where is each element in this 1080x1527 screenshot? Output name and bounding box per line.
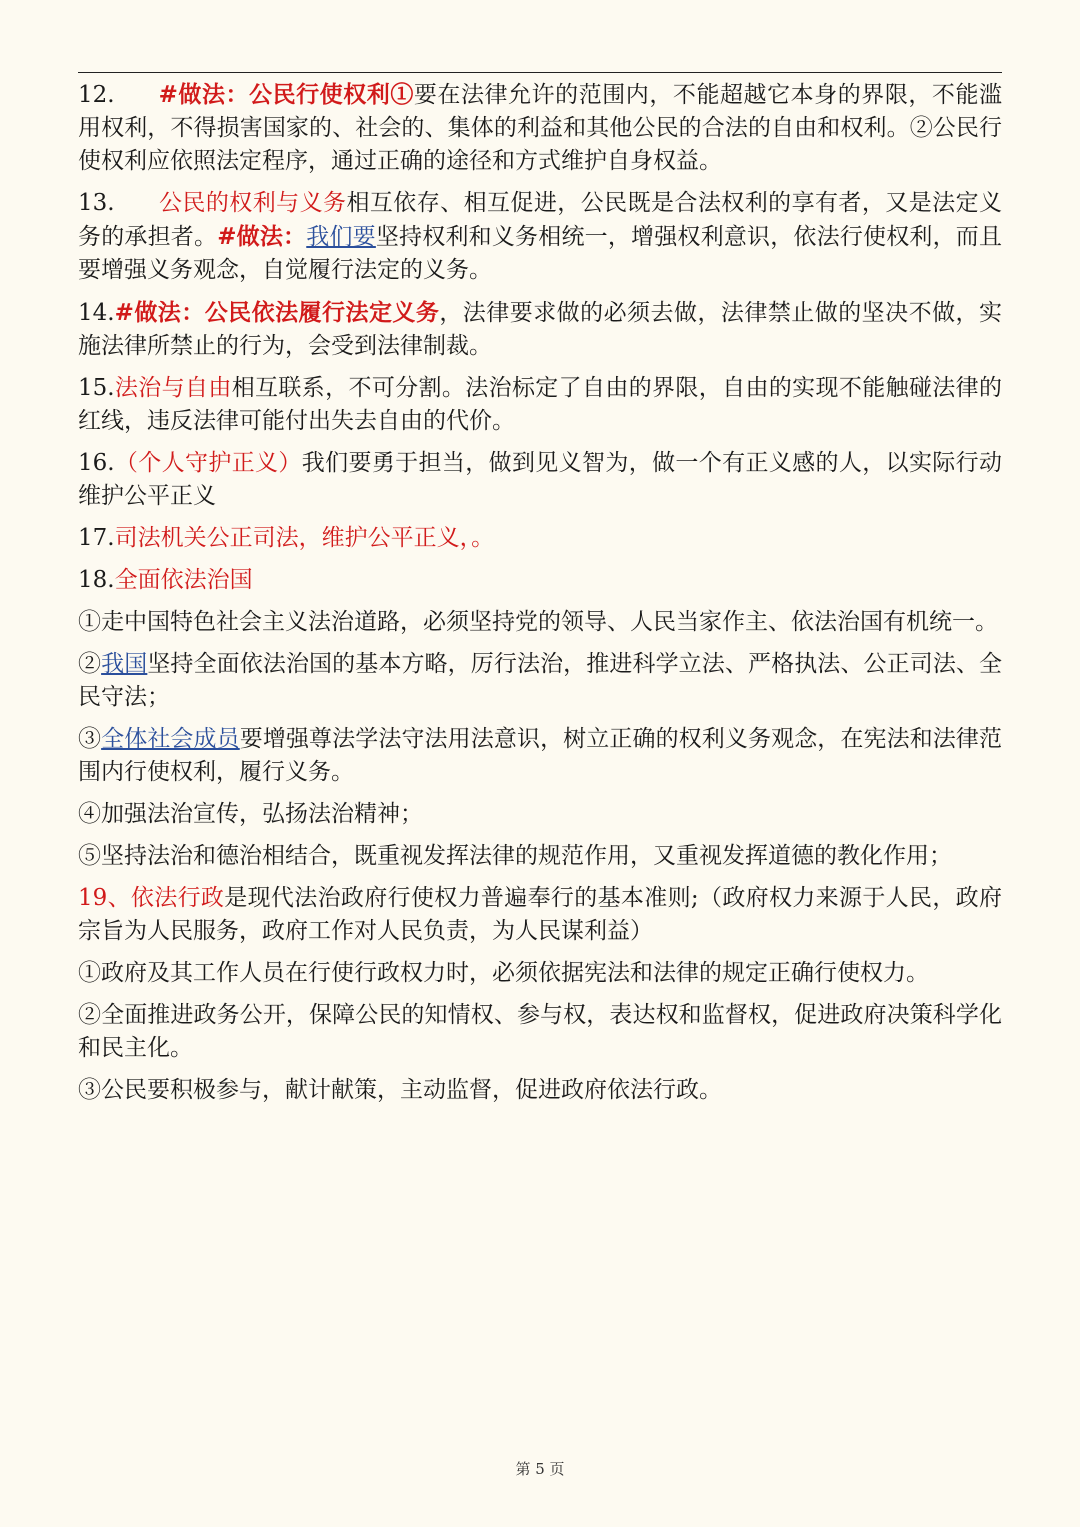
point-prefix: ② bbox=[78, 651, 102, 677]
item-text: ①政府及其工作人员在行使行政权力时，必须依据宪法和法律的规定正确行使权力。 bbox=[78, 960, 929, 986]
item-text: 相互联系，不可分割。法治标定了自由的界限，自由的实现不能触碰法律的红线，违反法律可能付出失去自由的代价。 bbox=[78, 375, 1003, 434]
item-text: 是现代法治政府行使权力普遍奉行的基本准则;（政府权力来源于人民，政府宗旨为人民服务，政府工作对人民负责，为人民谋利益） bbox=[78, 885, 1002, 944]
page-number: 第 5 页 bbox=[515, 1460, 565, 1478]
item-number: 16. bbox=[78, 450, 115, 476]
item-15 bbox=[78, 372, 1002, 438]
item-16 bbox=[78, 447, 1002, 513]
item-text: ①走中国特色社会主义法治道路，必须坚持党的领导、人民当家作主、依法治国有机统一。 bbox=[78, 609, 998, 635]
item-text: 要在法律允许的范围内，不能超越它本身的界限，不能滥用权利，不得损害国家的、社会的、集体的利益和其他公民的合法的自由和权利。②公民行使权利应依照法定程序，通过正确的途径和方式维护自身权益。 bbox=[78, 82, 1002, 174]
item-text: 坚持全面依法治国的基本方略，厉行法治，推进科学立法、严格执法、公正司法、全民守法； bbox=[78, 651, 1003, 710]
item-12 bbox=[78, 78, 1002, 178]
content-body bbox=[78, 78, 1002, 1116]
item-text: ④加强法治宣传，弘扬法治精神； bbox=[78, 801, 423, 827]
item-17 bbox=[78, 522, 1002, 555]
item-label: （个人守护正义） bbox=[114, 450, 302, 476]
item-14 bbox=[78, 296, 1002, 363]
item-label: 司法机关公正司法，维护公平正义，。 bbox=[114, 525, 495, 551]
item-19-point-3 bbox=[78, 1074, 1002, 1107]
item-19-point-1 bbox=[78, 957, 1002, 990]
item-18-point-1 bbox=[78, 606, 1002, 639]
item-label-method: #做法： bbox=[217, 223, 307, 250]
item-text: ②全面推进政务公开，保障公民的知情权、参与权，表达权和监督权，促进政府决策科学化和民主化。 bbox=[78, 1002, 1002, 1061]
point-prefix: ③ bbox=[78, 726, 102, 752]
item-text: 坚持权利和义务相统一，增强权利意识，依法行使权利，而且要增强义务观念，自觉履行法定的义务。 bbox=[78, 224, 1003, 283]
item-number: 15. bbox=[78, 375, 115, 401]
item-label: #做法：公民行使权利① bbox=[158, 81, 414, 108]
item-text: ⑤坚持法治和德治相结合，既重视发挥法律的规范作用，又重视发挥道德的教化作用； bbox=[78, 843, 952, 869]
item-label: #做法：公民依法履行法定义务 bbox=[114, 299, 440, 326]
item-18-point-4 bbox=[78, 798, 1002, 831]
item-text: 我们要勇于担当，做到见义智为，做一个有正义感的人，以实际行动维护公平正义 bbox=[78, 450, 1003, 509]
item-number: 12. bbox=[78, 82, 115, 108]
item-label: 公民的权利与义务 bbox=[158, 190, 347, 216]
item-text: ③公民要积极参与，献计献策，主动监督，促进政府依法行政。 bbox=[78, 1077, 722, 1103]
hyperlink-we-should[interactable]: 我们要 bbox=[306, 224, 376, 250]
header-rule bbox=[78, 72, 1002, 73]
item-number: 18. bbox=[78, 567, 115, 593]
item-text: 相互依存、相互促进，公民既是合法权利的享有者，又是法定义务的承担者。 bbox=[78, 190, 1003, 250]
hyperlink-all-members[interactable]: 全体社会成员 bbox=[101, 726, 240, 752]
item-19-point-2 bbox=[78, 999, 1002, 1065]
item-18 bbox=[78, 564, 1002, 597]
item-label: 法治与自由 bbox=[114, 375, 232, 401]
item-number: 14. bbox=[78, 300, 115, 326]
item-number: 13. bbox=[78, 190, 115, 216]
item-text: 要增强尊法学法守法用法意识，树立正确的权利义务观念，在宪法和法律范围内行使权利，履行义务。 bbox=[78, 726, 1003, 785]
item-18-point-3 bbox=[78, 723, 1002, 789]
item-text: ，法律要求做的必须去做，法律禁止做的坚决不做，实施法律所禁止的行为，会受到法律制裁。 bbox=[78, 300, 1002, 359]
item-18-point-5 bbox=[78, 840, 1002, 873]
item-19 bbox=[78, 882, 1002, 948]
item-18-point-2 bbox=[78, 648, 1002, 714]
item-label: 19、依法行政 bbox=[78, 885, 225, 911]
item-number: 17. bbox=[78, 525, 115, 551]
item-label: 全面依法治国 bbox=[114, 567, 253, 593]
hyperlink-our-country[interactable]: 我国 bbox=[101, 651, 148, 677]
item-13 bbox=[78, 187, 1002, 287]
